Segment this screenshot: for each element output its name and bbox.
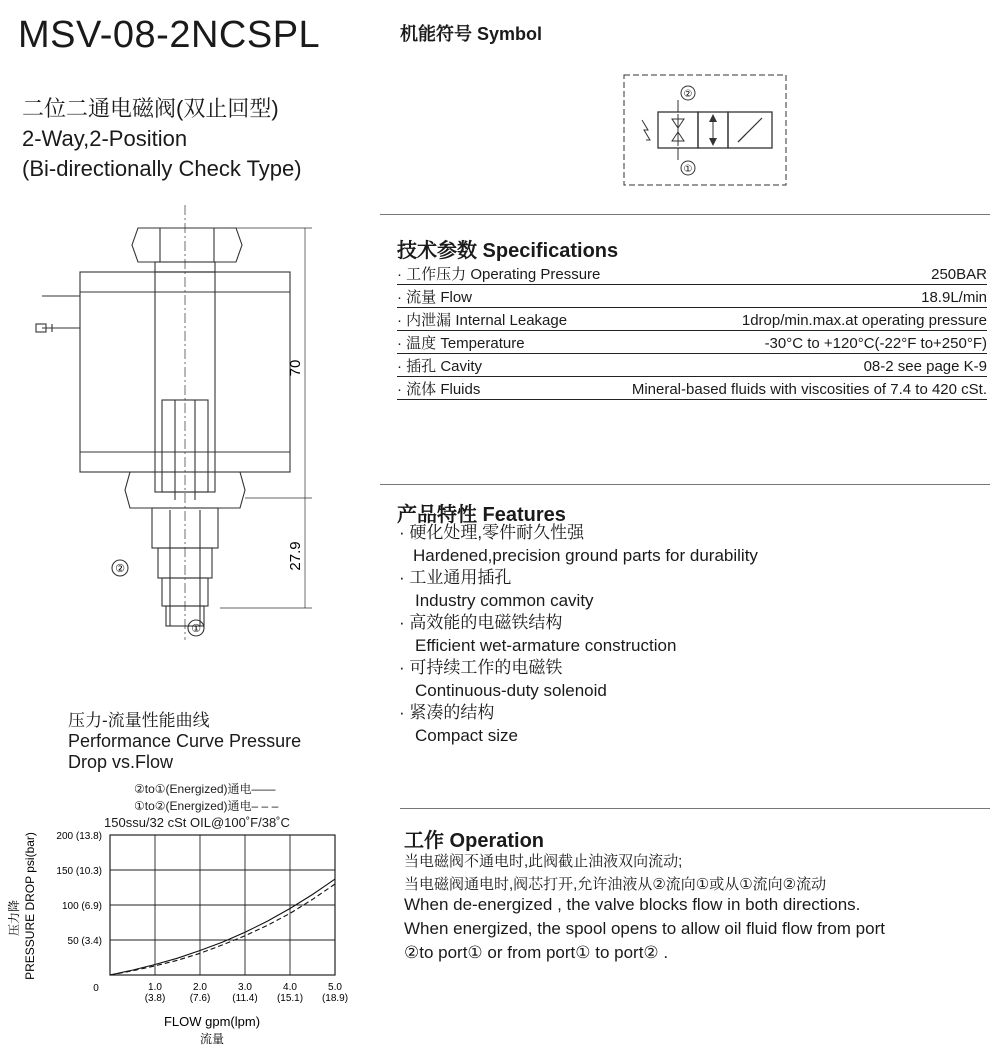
x-tick-sublabel: (11.4) [232, 993, 258, 1004]
feature-item [399, 522, 758, 747]
spec-row [397, 377, 987, 400]
valve-section-drawing [30, 200, 330, 645]
divider-specs [380, 214, 990, 215]
spec-label: · 内泄漏 Internal Leakage [397, 312, 568, 329]
operation-line: 当电磁阀通电时,阀芯打开,允许油液从②流向①或从①流向②流动 [404, 876, 827, 893]
y-tick-label: 200 (13.8) [56, 831, 102, 842]
x-tick-label: 5.0 [328, 982, 342, 993]
y-tick-label: 150 (10.3) [56, 866, 102, 877]
spec-label: · 工作压力 Operating Pressure [397, 266, 601, 283]
title-en-2: (Bi-directionally Check Type) [22, 156, 302, 181]
feature-en: Continuous-duty solenoid [415, 680, 607, 700]
series-line-solid [110, 879, 335, 975]
title-en-1: 2-Way,2-Position [22, 126, 188, 151]
spec-row [397, 308, 987, 331]
symbol-port-top-label: ② [683, 89, 693, 100]
spec-label: · 流体 Fluids [397, 381, 481, 398]
series-line-dashed [110, 884, 335, 975]
x-tick-label: 1.0 [148, 982, 162, 993]
legend-dashed: ①to②(Energized)通电– – – [134, 799, 279, 813]
x-tick-sublabel: (7.6) [189, 993, 211, 1004]
operation-heading: 工作 Operation [404, 830, 545, 852]
drawing-port-bottom-label: ① [191, 623, 201, 635]
perf-title-en-1: Performance Curve Pressure [68, 731, 302, 751]
y-tick-label: 100 (6.9) [61, 901, 102, 912]
spec-value: 08-2 see page K-9 [863, 358, 987, 375]
spec-row [397, 285, 987, 308]
y-axis-label-cn: 压力降 [7, 899, 21, 937]
features-heading: 产品特性 Features [397, 504, 566, 526]
y-axis-label: PRESSURE DROP psi(bar) [23, 832, 37, 980]
dim-lower-label: 27.9 [287, 541, 304, 571]
symbol-heading: 机能符号 Symbol [400, 24, 543, 44]
feature-cn: · 硬化处理,零件耐久性强 [399, 523, 585, 542]
symbol-port-bottom-label: ① [683, 164, 693, 175]
x-tick-sublabel: (3.8) [144, 993, 166, 1004]
hydraulic-symbol [620, 72, 790, 188]
feature-en: Hardened,precision ground parts for durability [413, 545, 758, 565]
operation-line: When de-energized , the valve blocks flow in both directions. [404, 895, 861, 914]
drawing-port-side-label: ② [115, 563, 125, 575]
spec-value: 250BAR [931, 266, 987, 283]
origin-label: 0 [93, 983, 99, 994]
x-tick-label: 4.0 [283, 982, 297, 993]
dim-upper-label: 70 [287, 359, 304, 377]
x-axis-label: FLOW gpm(lpm) [163, 1014, 261, 1029]
spec-label: · 插孔 Cavity [397, 358, 483, 375]
feature-cn: · 工业通用插孔 [399, 568, 512, 587]
spec-row [397, 354, 987, 377]
operation-line: When energized, the spool opens to allow oil fluid flow from port [404, 919, 885, 938]
specs-heading: 技术参数 Specifications [397, 240, 619, 262]
feature-en: Efficient wet-armature construction [415, 635, 677, 655]
x-tick-sublabel: (18.9) [321, 993, 349, 1004]
operation-line: ②to port① or from port① to port② . [404, 943, 669, 962]
operation-line: 当电磁阀不通电时,此阀截止油液双向流动; [404, 853, 683, 870]
y-tick-label: 50 (3.4) [67, 936, 102, 947]
spec-value: -30°C to +120°C(-22°F to+250°F) [764, 335, 987, 352]
x-tick-label: 3.0 [238, 982, 252, 993]
feature-cn: · 紧凑的结构 [399, 703, 495, 722]
spec-value: Mineral-based fluids with viscosities of 7.4 to 420 cSt. [631, 381, 987, 398]
model-number: MSV-08-2NCSPL [18, 14, 321, 56]
spec-label: · 流量 Flow [397, 289, 473, 306]
spec-label: · 温度 Temperature [397, 335, 525, 352]
legend-solid: ②to①(Energized)通电—— [134, 782, 276, 796]
x-axis-label-cn: 流量 [199, 1032, 225, 1046]
spec-row [397, 262, 987, 285]
feature-cn: · 高效能的电磁铁结构 [399, 613, 563, 632]
feature-en: Industry common cavity [415, 590, 594, 610]
performance-chart [0, 818, 380, 1058]
perf-title-cn: 压力-流量性能曲线 [68, 711, 210, 730]
spec-value: 18.9L/min [921, 289, 987, 306]
spec-row [397, 331, 987, 354]
x-tick-sublabel: (15.1) [276, 993, 304, 1004]
divider-operation [400, 808, 990, 809]
perf-condition: 150ssu/32 cSt OIL@100˚F/38˚C [104, 815, 290, 830]
divider-features [380, 484, 990, 485]
title-cn: 二位二通电磁阀(双止回型) [22, 96, 279, 121]
perf-title-en-2: Drop vs.Flow [68, 752, 174, 772]
feature-cn: · 可持续工作的电磁铁 [399, 658, 563, 677]
spec-value: 1drop/min.max.at operating pressure [741, 312, 987, 329]
feature-en: Compact size [415, 725, 518, 745]
x-tick-label: 2.0 [193, 982, 207, 993]
